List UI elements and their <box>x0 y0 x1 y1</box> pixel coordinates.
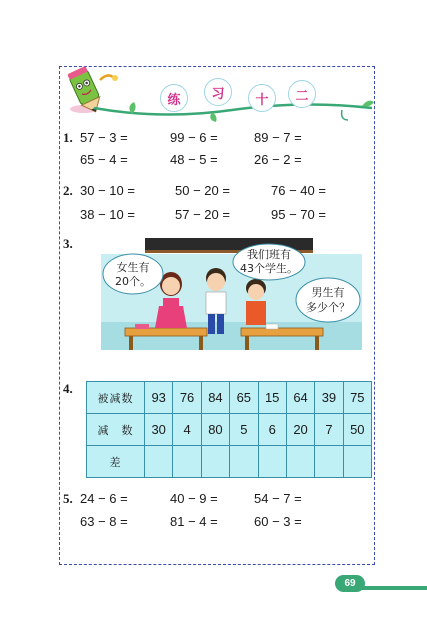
table-row <box>87 382 372 414</box>
equation: 38 − 10 = <box>80 207 135 222</box>
table-cell: 6 <box>258 414 286 446</box>
bubble-boys-line1: 男生有 <box>311 286 345 299</box>
equation: 81 − 4 = <box>170 514 218 529</box>
bubble-class-line1: 我们班有 <box>247 248 291 261</box>
question-4-number: 4. <box>63 381 73 396</box>
subtraction-table <box>86 381 372 478</box>
table-cell: 4 <box>173 414 201 446</box>
equation: 57 − 3 = <box>80 130 128 145</box>
bubble-girl-line1: 女生有 <box>116 261 150 274</box>
equation: 95 − 70 = <box>271 207 326 222</box>
bubble-boys-line2: 多少个？ <box>306 301 350 314</box>
equation: 26 − 2 = <box>254 152 302 167</box>
table-cell: 76 <box>173 382 201 414</box>
table-cell: 7 <box>315 414 343 446</box>
table-cell: 80 <box>201 414 229 446</box>
answer-cell[interactable] <box>315 446 343 478</box>
answer-cell[interactable] <box>343 446 371 478</box>
answer-cell[interactable] <box>145 446 173 478</box>
table-row <box>87 414 372 446</box>
equation: 65 − 4 = <box>80 152 128 167</box>
row-label-subtrahend: 减 数 <box>87 414 145 446</box>
answer-cell[interactable] <box>286 446 314 478</box>
answer-cell[interactable] <box>230 446 258 478</box>
title-char: 练 <box>160 84 188 112</box>
equation: 40 − 9 = <box>170 491 218 506</box>
equation: 63 − 8 = <box>80 514 128 529</box>
lesson-title <box>160 78 320 110</box>
table-cell: 50 <box>343 414 371 446</box>
title-char: 习 <box>204 78 232 106</box>
title-char: 二 <box>288 80 316 108</box>
equation: 30 − 10 = <box>80 183 135 198</box>
equation: 54 − 7 = <box>254 491 302 506</box>
classroom-illustration <box>101 236 362 350</box>
equation: 76 − 40 = <box>271 183 326 198</box>
answer-cell[interactable] <box>173 446 201 478</box>
question-2-number: 2. <box>63 183 73 198</box>
equation: 89 − 7 = <box>254 130 302 145</box>
equation: 48 − 5 = <box>170 152 218 167</box>
question-1-number: 1. <box>63 130 73 145</box>
table-cell: 20 <box>286 414 314 446</box>
bubble-class-line2: 43个学生。 <box>240 262 298 275</box>
table-cell: 84 <box>201 382 229 414</box>
equation: 99 − 6 = <box>170 130 218 145</box>
table-cell: 75 <box>343 382 371 414</box>
table-cell: 39 <box>315 382 343 414</box>
answer-cell[interactable] <box>201 446 229 478</box>
equation: 60 − 3 = <box>254 514 302 529</box>
question-3-number: 3. <box>63 236 73 251</box>
table-cell: 64 <box>286 382 314 414</box>
page-number: 69 <box>335 575 365 592</box>
equation: 24 − 6 = <box>80 491 128 506</box>
bubble-girl-line2: 20个。 <box>115 275 151 288</box>
table-cell: 65 <box>230 382 258 414</box>
answer-cell[interactable] <box>258 446 286 478</box>
table-cell: 5 <box>230 414 258 446</box>
equation: 57 − 20 = <box>175 207 230 222</box>
table-cell: 93 <box>145 382 173 414</box>
table-row <box>87 446 372 478</box>
equation: 50 − 20 = <box>175 183 230 198</box>
row-label-difference: 差 <box>87 446 145 478</box>
row-label-minuend: 被减数 <box>87 382 145 414</box>
title-char: 十 <box>248 84 276 112</box>
table-cell: 30 <box>145 414 173 446</box>
question-5-number: 5. <box>63 491 73 506</box>
table-cell: 15 <box>258 382 286 414</box>
